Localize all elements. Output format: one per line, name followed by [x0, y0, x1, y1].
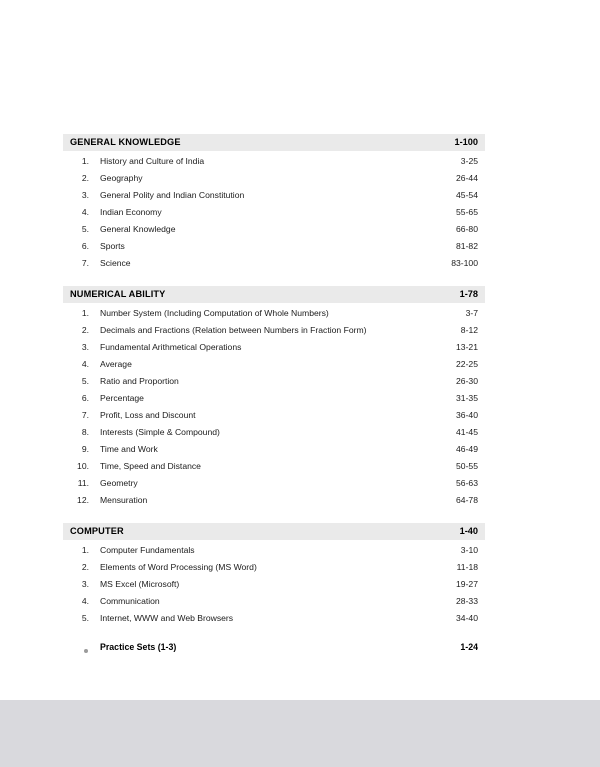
toc-entry[interactable]	[63, 241, 485, 258]
toc-entry-number: 3.	[81, 342, 89, 352]
toc-entry-number: 4.	[81, 207, 89, 217]
toc-entry-page-range: 19-27	[456, 579, 478, 589]
toc-entry-number: 12.	[77, 495, 89, 505]
toc-entry[interactable]	[63, 173, 485, 190]
toc-entry-page-range: 1-24	[460, 642, 478, 652]
toc-entry-page-range: 3-10	[460, 545, 478, 555]
bullet-dot-icon	[63, 649, 100, 653]
toc-entry[interactable]	[63, 545, 485, 562]
toc-entry-page-range: 41-45	[456, 427, 478, 437]
toc-entry[interactable]	[63, 359, 485, 376]
toc-entry-number: 7.	[81, 410, 89, 420]
toc-entry-page-range: 3-7	[465, 308, 478, 318]
toc-entry-number: 4.	[81, 359, 89, 369]
toc-entry[interactable]	[63, 444, 485, 461]
toc-entry-page-range: 66-80	[456, 224, 478, 234]
toc-entry-title: General Polity and Indian Constitution	[100, 190, 245, 200]
toc-entry-number: 1.	[81, 545, 89, 555]
toc-entry-title: Fundamental Arithmetical Operations	[100, 342, 242, 352]
toc-entry-title: Computer Fundamentals	[100, 545, 195, 555]
toc-entry[interactable]	[63, 478, 485, 495]
toc-entry-number: 6.	[81, 393, 89, 403]
toc-entry-title: Time, Speed and Distance	[100, 461, 201, 471]
toc-entry-number: 4.	[81, 596, 89, 606]
toc-entry-number: 2.	[81, 173, 89, 183]
toc-entry-page-range: 45-54	[456, 190, 478, 200]
toc-entry-number: 9.	[81, 444, 89, 454]
toc-entry[interactable]	[63, 258, 485, 275]
toc-entry-page-range: 64-78	[456, 495, 478, 505]
toc-entry-practice-sets[interactable]	[63, 642, 485, 659]
toc-entry-number: 2.	[81, 325, 89, 335]
toc-entry-title: Practice Sets (1-3)	[100, 642, 177, 652]
toc-entry-page-range: 50-55	[456, 461, 478, 471]
toc-entry-number: 2.	[81, 562, 89, 572]
toc-entry[interactable]	[63, 461, 485, 478]
section-page-range: 1-78	[459, 288, 478, 299]
toc-entry-title: Interests (Simple & Compound)	[100, 427, 220, 437]
toc-entry[interactable]	[63, 190, 485, 207]
toc-entry[interactable]	[63, 410, 485, 427]
toc-entry-number: 11.	[77, 478, 89, 488]
toc-section	[63, 134, 485, 275]
section-title: GENERAL KNOWLEDGE	[70, 136, 181, 147]
toc-entry-number: 1.	[81, 156, 89, 166]
toc-entry-title: Geography	[100, 173, 143, 183]
toc-entry-number: 3.	[81, 190, 89, 200]
toc-entry[interactable]	[63, 224, 485, 241]
toc-entry-page-range: 26-30	[456, 376, 478, 386]
toc-entry-page-range: 46-49	[456, 444, 478, 454]
toc-entry-title: Internet, WWW and Web Browsers	[100, 613, 234, 623]
toc-entry-page-range: 8-12	[460, 325, 478, 335]
toc-entry-title: History and Culture of India	[100, 156, 205, 166]
toc-entry-page-range: 26-44	[456, 173, 478, 183]
toc-entry-page-range: 81-82	[456, 241, 478, 251]
toc-entry[interactable]	[63, 342, 485, 359]
toc-entry[interactable]	[63, 495, 485, 512]
toc-entry-title: Average	[100, 359, 132, 369]
section-header[interactable]	[63, 286, 485, 303]
toc-entry-title: Mensuration	[100, 495, 148, 505]
toc-entry-title: MS Excel (Microsoft)	[100, 579, 180, 589]
toc-entry-title: Science	[100, 258, 131, 268]
toc-entry-page-range: 36-40	[456, 410, 478, 420]
toc-section	[63, 523, 485, 659]
toc-entry[interactable]	[63, 579, 485, 596]
section-page-range: 1-40	[459, 525, 478, 536]
toc-entry-page-range: 56-63	[456, 478, 478, 488]
toc-entry-page-range: 3-25	[460, 156, 478, 166]
toc-entry-number: 5.	[81, 613, 89, 623]
toc-entry[interactable]	[63, 393, 485, 410]
toc-entry-title: Communication	[100, 596, 160, 606]
toc-entry-page-range: 34-40	[456, 613, 478, 623]
bullet-dot-shape	[84, 649, 88, 653]
toc-entry[interactable]	[63, 427, 485, 444]
toc-section	[63, 286, 485, 512]
toc-entry-page-range: 11-18	[456, 562, 478, 572]
toc-entry[interactable]	[63, 308, 485, 325]
toc-entry-title: Decimals and Fractions (Relation between Numbers in Fraction Form)	[100, 325, 367, 335]
toc-entry-page-range: 31-35	[456, 393, 478, 403]
toc-entry[interactable]	[63, 376, 485, 393]
section-page-range: 1-100	[454, 136, 478, 147]
toc-entry[interactable]	[63, 207, 485, 224]
toc-entry-number: 5.	[81, 224, 89, 234]
table-of-contents	[63, 134, 485, 659]
page-bottom-band	[0, 700, 600, 767]
toc-entry-number: 5.	[81, 376, 89, 386]
toc-entry-title: Indian Economy	[100, 207, 162, 217]
toc-entry-title: Profit, Loss and Discount	[100, 410, 196, 420]
toc-entry-title: Elements of Word Processing (MS Word)	[100, 562, 257, 572]
toc-entry-number: 1.	[81, 308, 89, 318]
toc-entry[interactable]	[63, 562, 485, 579]
toc-entry[interactable]	[63, 613, 485, 630]
toc-entry-title: Ratio and Proportion	[100, 376, 179, 386]
section-header[interactable]	[63, 523, 485, 540]
toc-entry-page-range: 13-21	[456, 342, 478, 352]
section-header[interactable]	[63, 134, 485, 151]
toc-entry-number: 6.	[81, 241, 89, 251]
toc-entry-number: 10.	[77, 461, 89, 471]
toc-entry-title: Number System (Including Computation of Whole Numbers)	[100, 308, 329, 318]
toc-entry-number: 7.	[81, 258, 89, 268]
toc-entry-page-range: 83-100	[451, 258, 478, 268]
toc-entry[interactable]	[63, 596, 485, 613]
toc-entry-number: 3.	[81, 579, 89, 589]
toc-entry-title: Sports	[100, 241, 125, 251]
toc-entry[interactable]	[63, 325, 485, 342]
toc-entry-page-range: 55-65	[456, 207, 478, 217]
section-title: NUMERICAL ABILITY	[70, 288, 166, 299]
toc-entry-title: Percentage	[100, 393, 144, 403]
toc-entry[interactable]	[63, 156, 485, 173]
toc-entry-page-range: 28-33	[456, 596, 478, 606]
toc-entry-title: Time and Work	[100, 444, 158, 454]
toc-entry-number: 8.	[81, 427, 89, 437]
toc-entry-title: General Knowledge	[100, 224, 176, 234]
toc-entry-page-range: 22-25	[456, 359, 478, 369]
toc-entry-title: Geometry	[100, 478, 138, 488]
section-title: COMPUTER	[70, 525, 124, 536]
